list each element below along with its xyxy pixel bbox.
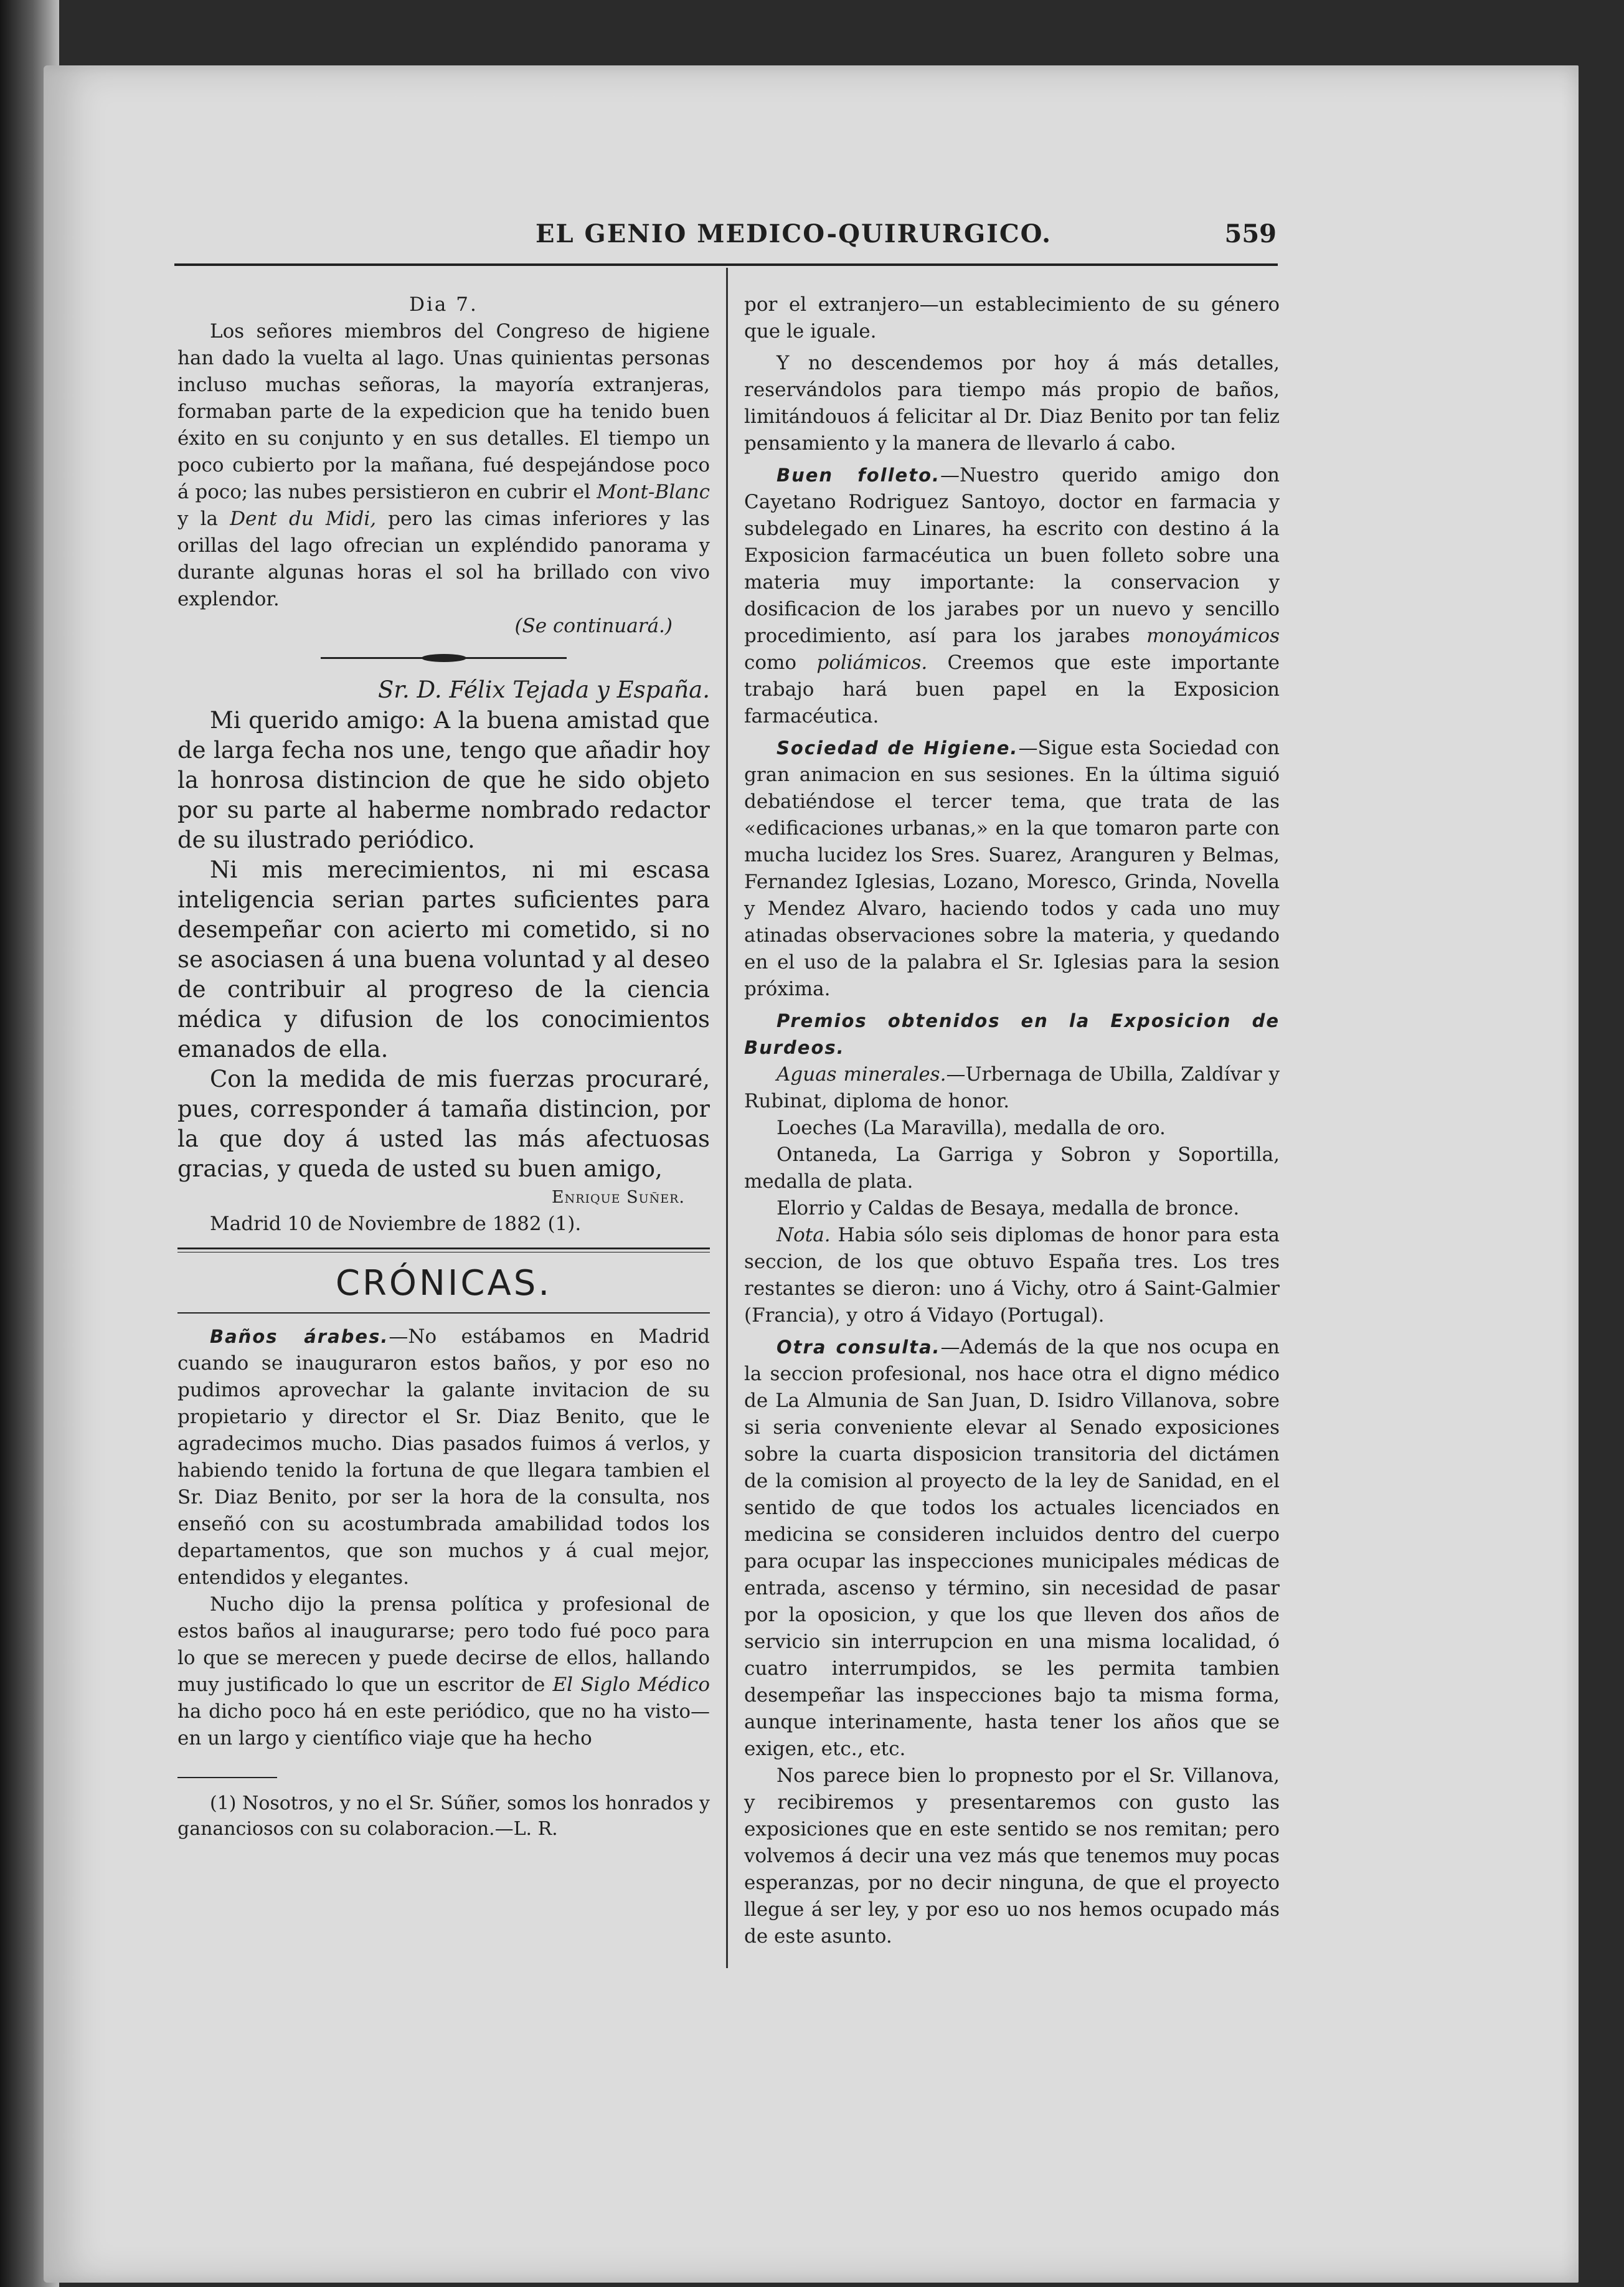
letter-date: Madrid 10 de Noviembre de 1882 (1). <box>210 1213 582 1235</box>
page-number: 559 <box>1224 219 1277 249</box>
higiene-paragraph: Sociedad de Higiene.—Sigue esta Sociedad con gran animacion en sus sesiones. En la última siguió debatiéndose el tercer tema, que trata de las «edificaciones urbanas,» en la que tomaron parte con mucha lucidez los Sres. Suarez, Aranguren y Belmas, Fernandez Iglesias, Lozano, Moresco, Grinda, Novella y Mendez Alvaro, haciendo todos y cada uno muy atinadas observaciones sobre la materia, y quedando en el uso de la palabra el Sr. Iglesias para la sesion próxima. <box>744 737 1280 1000</box>
footnote-rule <box>177 1777 277 1778</box>
column-divider <box>726 268 728 1968</box>
to-be-continued: (Se continuará.) <box>514 615 673 637</box>
footnote <box>177 1791 710 1842</box>
journal-title: EL GENIO MEDICO-QUIRURGICO. <box>536 219 1052 249</box>
banos-rubric: Baños árabes. <box>210 1326 389 1347</box>
congress-paragraph: Los señores miembros del Congreso de higiene han dado la vuelta al lago. Unas quinientas personas incluso muchas señoras, la mayoría extranjeras, formaban parte de la expedicion que ha tenido buen éxito en su conjunto y en sus detalles. El tiempo un poco cubierto por la mañana, fué despejándose poco á poco; las nubes persistieron en cubrir el Mont-Blanc y la Dent du Midi, pero las cimas inferiores y las orillas del lago ofrecian un expléndido panorama y durante algunas horas el sol ha brillado con vivo explendor. <box>177 320 710 610</box>
right-column <box>744 291 1280 1950</box>
ornament-divider <box>177 646 710 671</box>
continued-paragraph: por el extranjero—un establecimiento de su género que le iguale. <box>744 293 1280 343</box>
closing-paragraph: Nos parece bien lo propnesto por el Sr. Villanova, y recibiremos y presentaremos con gusto las exposiciones que en este sentido se nos remitan; pero volvemos á decir una vez más que tenemos muy pocas esperanzas, por no decir ninguna, de que el proyecto llegue á ser ley, y por eso uo nos hemos ocupado más de este asunto. <box>744 1764 1280 1948</box>
running-head <box>174 219 1277 257</box>
letter-body <box>177 706 710 1184</box>
section-title: CRÓNICAS. <box>335 1263 552 1304</box>
award-line: Elorrio y Caldas de Besaya, medalla de bronce. <box>777 1197 1240 1219</box>
banos-paragraph: Baños árabes.—No estábamos en Madrid cuando se inauguraron estos baños, y por eso no pudimos aprovechar la galante invitacion de su propietario y director el Sr. Diaz Benito, que le agradecimos mucho. Dias pasados fuimos á verlos, y habiendo tenido la fortuna de que llegara tambien el Sr. Diaz Benito, por ser la hora de la consulta, nos enseñó con su acostumbrada amabilidad todos los departamentos, que son muchos y á cual mejor, entendidos y elegantes. <box>177 1325 710 1589</box>
letter-signature: Enrique Suñer. <box>551 1188 685 1207</box>
letter-paragraph: Mi querido amigo: A la buena amistad que de larga fecha nos une, tengo que añadir hoy la honrosa distincion de que he sido objeto por su parte al haberme nombrado redactor de su ilustrado periódico. <box>177 707 710 853</box>
banos-closing-paragraph: Y no descendemos por hoy á más detalles, reservándolos para tiempo más propio de baños, limitándouos á felicitar al Dr. Diaz Benito por tan feliz pensamiento y la manera de llevarlo á cabo. <box>744 352 1280 455</box>
day-heading: Dia 7. <box>409 293 478 316</box>
aguas-paragraph: Aguas minerales.—Urbernaga de Ubilla, Zaldívar y Rubinat, diploma de honor. <box>744 1063 1280 1112</box>
header-rule <box>174 263 1278 266</box>
premios-heading <box>744 1008 1280 1061</box>
left-column <box>177 291 710 1842</box>
folleto-rubric: Buen folleto. <box>777 465 941 486</box>
section-rule <box>177 1248 710 1252</box>
footnote-text: (1) Nosotros, y no el Sr. Súñer, somos los honrados y gananciosos con su colaboracion.—L. R. <box>177 1792 710 1840</box>
section-rule-bottom <box>177 1312 710 1314</box>
nota-paragraph: Nota. Habia sólo seis diplomas de honor para esta seccion, de los que obtuvo España tres. Los tres restantes se dieron: uno á Vichy, otro á Saint-Galmier (Francia), y otro á Vidayo (Portugal). <box>744 1224 1280 1327</box>
consulta-rubric: Otra consulta. <box>777 1337 941 1358</box>
letter-paragraph: Ni mis merecimientos, ni mi escasa inteligencia serian partes suficientes para desempeñar con acierto mi cometido, si no se asociasen á una buena voluntad y al deseo de contribuir al progreso de la ciencia médica y difusion de los conocimientos emanados de ella. <box>177 856 710 1063</box>
banos-paragraph-2: Nucho dijo la prensa política y profesional de estos baños al inaugurarse; pero todo fué poco para lo que se merecen y puede decirse de ellos, hallando muy justificado lo que un escritor de El Siglo Médico ha dicho poco há en este periódico, que no ha visto—en un largo y científico viaje que ha hecho <box>177 1593 710 1750</box>
consulta-paragraph: Otra consulta.—Además de la que nos ocupa en la seccion profesional, nos hace otra el digno médico de La Almunia de San Juan, D. Isidro Villanova, sobre si seria conveniente elevar al Senado exposiciones sobre la cuarta disposicion transitoria del dictámen de la comision al proyecto de la ley de Sanidad, en el sentido de que todos los actuales licenciados en medicina se consideren incluidos dentro del cuerpo para ocupar las inspecciones municipales médicas de entrada, ascenso y término, sin necesidad de pasar por la oposicion, y que los que lleven dos años de servicio sin interrupcion en una misma localidad, ó cuatro interrumpidos, se les permita tambien desempeñar las inspecciones bajo ta misma forma, aunque interinamente, hasta tener los años que se exigen, etc., etc. <box>744 1336 1280 1760</box>
higiene-rubric: Sociedad de Higiene. <box>777 737 1019 759</box>
folleto-paragraph: Buen folleto.—Nuestro querido amigo don Cayetano Rodriguez Santoyo, doctor en farmacia y subdelegado en Linares, ha escrito con destino á la Exposicion farmacéutica un buen folleto sobre una materia muy importante: la conservacion y dosificacion de los jarabes por un nuevo y sencillo procedimiento, así para los jarabes monoyámicos como poliámicos. Creemos que este importante trabajo hará buen papel en la Exposicion farmacéutica. <box>744 464 1280 727</box>
premios-rubric: Premios obtenidos en la Exposicion de Burdeos. <box>744 1010 1280 1058</box>
award-line: Loeches (La Maravilla), medalla de oro. <box>777 1117 1166 1139</box>
letter-paragraph: Con la medida de mis fuerzas procuraré, pues, corresponder á tamaña distincion, por la que doy á usted las más afectuosas gracias, y queda de usted su buen amigo, <box>177 1066 710 1182</box>
award-line: Ontaneda, La Garriga y Sobron y Soportilla, medalla de plata. <box>744 1144 1280 1193</box>
letter-salutation: Sr. D. Félix Tejada y España. <box>378 676 710 703</box>
